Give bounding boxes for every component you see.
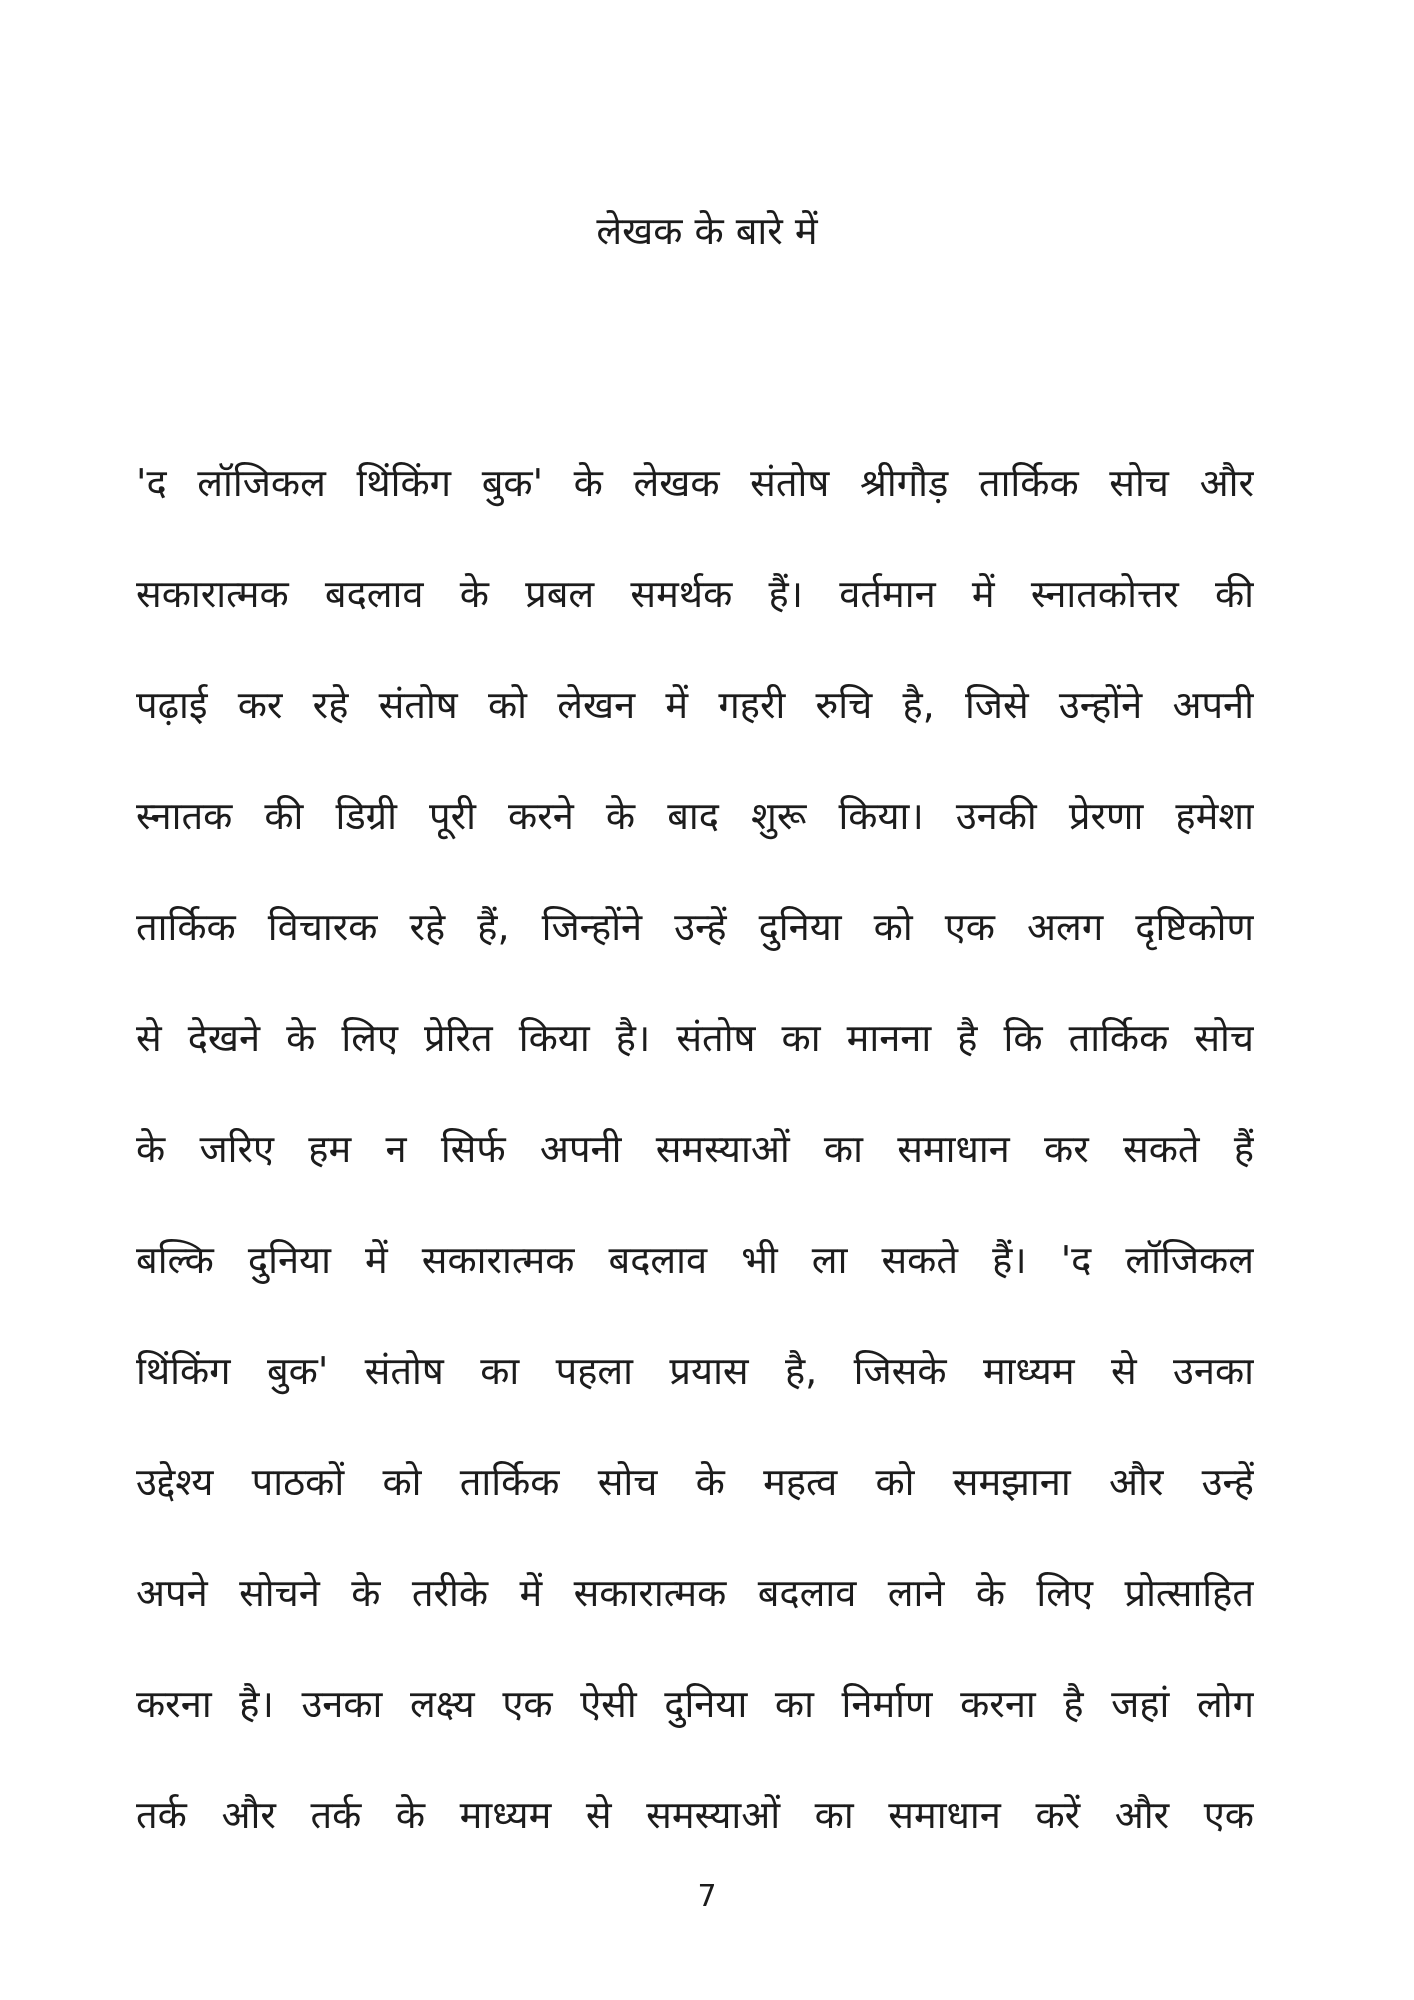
paragraph-line: अपने सोचने के तरीके में सकारात्मक बदलाव लाने के लिए प्रोत्साहित	[136, 1571, 1254, 1615]
paragraph-line: उद्देश्य पाठकों को तार्किक सोच के महत्व को समझाना और उन्हें	[136, 1460, 1254, 1504]
paragraph-line: सकारात्मक बदलाव के प्रबल समर्थक हैं। वर्तमान में स्नातकोत्तर की	[136, 572, 1254, 616]
paragraph-line: तार्किक विचारक रहे हैं, जिन्होंने उन्हें दुनिया को एक अलग दृष्टिकोण	[136, 905, 1254, 949]
paragraph-line: करना है। उनका लक्ष्य एक ऐसी दुनिया का निर्माण करना है जहां लोग	[136, 1682, 1254, 1726]
paragraph-line: स्नातक की डिग्री पूरी करने के बाद शुरू किया। उनकी प्रेरणा हमेशा	[136, 794, 1254, 838]
paragraph-line: तर्क और तर्क के माध्यम से समस्याओं का समाधान करें और एक	[136, 1793, 1254, 1837]
body-paragraph	[136, 428, 1254, 1871]
page-number: 7	[697, 1879, 717, 1914]
paragraph-line: से देखने के लिए प्रेरित किया है। संतोष का मानना है कि तार्किक सोच	[136, 1016, 1254, 1060]
paragraph-line: बल्कि दुनिया में सकारात्मक बदलाव भी ला सकते हैं। 'द लॉजिकल	[136, 1238, 1254, 1282]
paragraph-line: थिंकिंग बुक' संतोष का पहला प्रयास है, जिसके माध्यम से उनका	[136, 1349, 1254, 1393]
page-title: लेखक के बारे में	[596, 209, 818, 253]
paragraph-line: के जरिए हम न सिर्फ अपनी समस्याओं का समाधान कर सकते हैं	[136, 1127, 1254, 1171]
paragraph-line: 'द लॉजिकल थिंकिंग बुक' के लेखक संतोष श्रीगौड़ तार्किक सोच और	[136, 461, 1254, 505]
paragraph-line: पढ़ाई कर रहे संतोष को लेखन में गहरी रुचि है, जिसे उन्होंने अपनी	[136, 683, 1254, 727]
